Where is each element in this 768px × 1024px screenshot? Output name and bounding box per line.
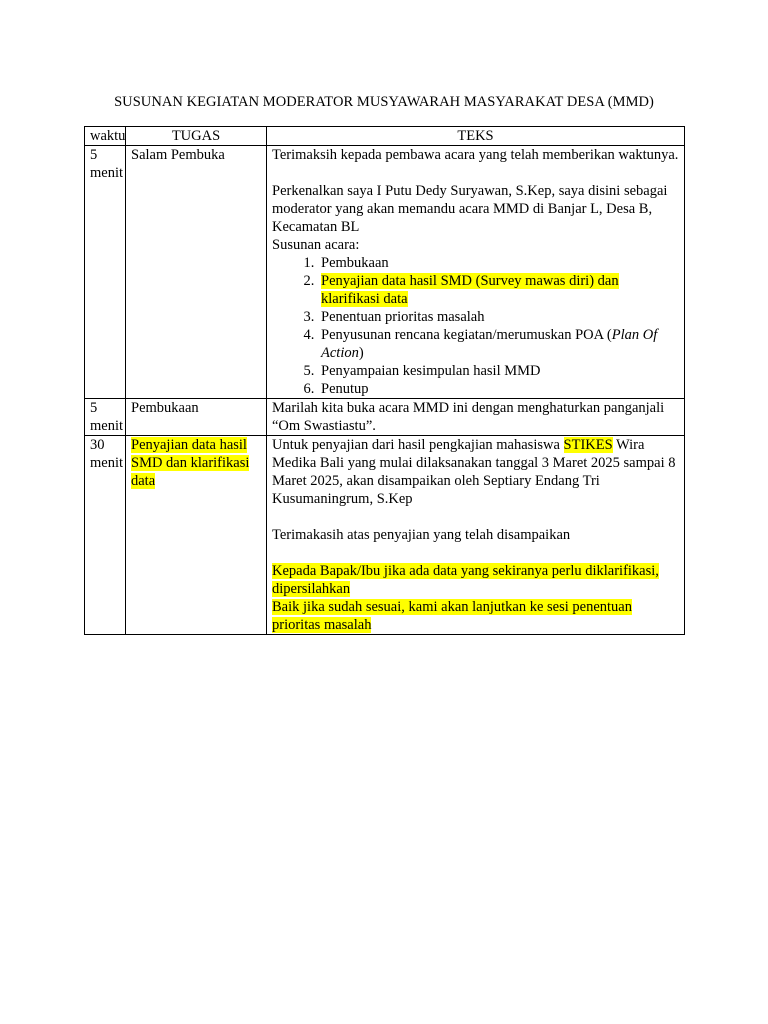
row3-paragraph-2: Terimakasih atas penyajian yang telah disampaikan: [272, 527, 571, 543]
header-waktu: waktu: [85, 127, 126, 146]
list-item: 3. Penentuan prioritas masalah: [318, 308, 679, 326]
row3-paragraph-4: Baik jika sudah sesuai, kami akan lanjutkan ke sesi penentuan prioritas masalah: [272, 599, 632, 633]
list-item: 5. Penyampaian kesimpulan hasil MMD: [318, 362, 679, 380]
table-row: [85, 399, 685, 436]
row1-time: 5 menit: [85, 146, 126, 399]
row1-list-intro: Susunan acara:: [272, 237, 360, 253]
schedule-table: [84, 126, 685, 635]
row2-text: Marilah kita buka acara MMD ini dengan menghaturkan panganjali “Om Swastiastu”.: [267, 399, 685, 436]
row1-text: [267, 146, 685, 399]
row3-task: Penyajian data hasil SMD dan klarifikasi data: [126, 436, 267, 635]
list-item: 4. Penyusunan rencana kegiatan/merumuskan POA (Plan Of Action): [318, 326, 679, 362]
row1-paragraph-2: Perkenalkan saya I Putu Dedy Suryawan, S.Kep, saya disini sebagai moderator yang akan memandu acara MMD di Banjar L, Desa B, Kecamatan BL: [272, 183, 668, 235]
table-row: [85, 146, 685, 399]
row3-text: [267, 436, 685, 635]
row2-task: Pembukaan: [126, 399, 267, 436]
agenda-list: [272, 254, 679, 398]
row3-time: 30 menit: [85, 436, 126, 635]
list-item: 2. Penyajian data hasil SMD (Survey mawas diri) dan klarifikasi data: [318, 272, 679, 308]
table-header-row: [85, 127, 685, 146]
row3-paragraph-3: Kepada Bapak/Ibu jika ada data yang sekiranya perlu diklarifikasi, dipersilahkan: [272, 563, 659, 597]
row1-paragraph-1: Terimaksih kepada pembawa acara yang telah memberikan waktunya.: [272, 147, 679, 163]
table-row: [85, 436, 685, 635]
row1-task: Salam Pembuka: [126, 146, 267, 399]
row2-time: 5 menit: [85, 399, 126, 436]
header-tugas: TUGAS: [126, 127, 267, 146]
list-item: 6. Penutup: [318, 380, 679, 398]
list-item: 1. Pembukaan: [318, 254, 679, 272]
document-title: SUSUNAN KEGIATAN MODERATOR MUSYAWARAH MASYARAKAT DESA (MMD): [114, 94, 654, 110]
row3-paragraph-1: Untuk penyajian dari hasil pengkajian mahasiswa STIKES Wira Medika Bali yang mulai dilaksanakan tanggal 3 Maret 2025 sampai 8 Maret 2025, akan disampaikan oleh Septiary Endang Tri Kusumaningrum, S.Kep: [272, 437, 676, 507]
header-teks: TEKS: [267, 127, 685, 146]
